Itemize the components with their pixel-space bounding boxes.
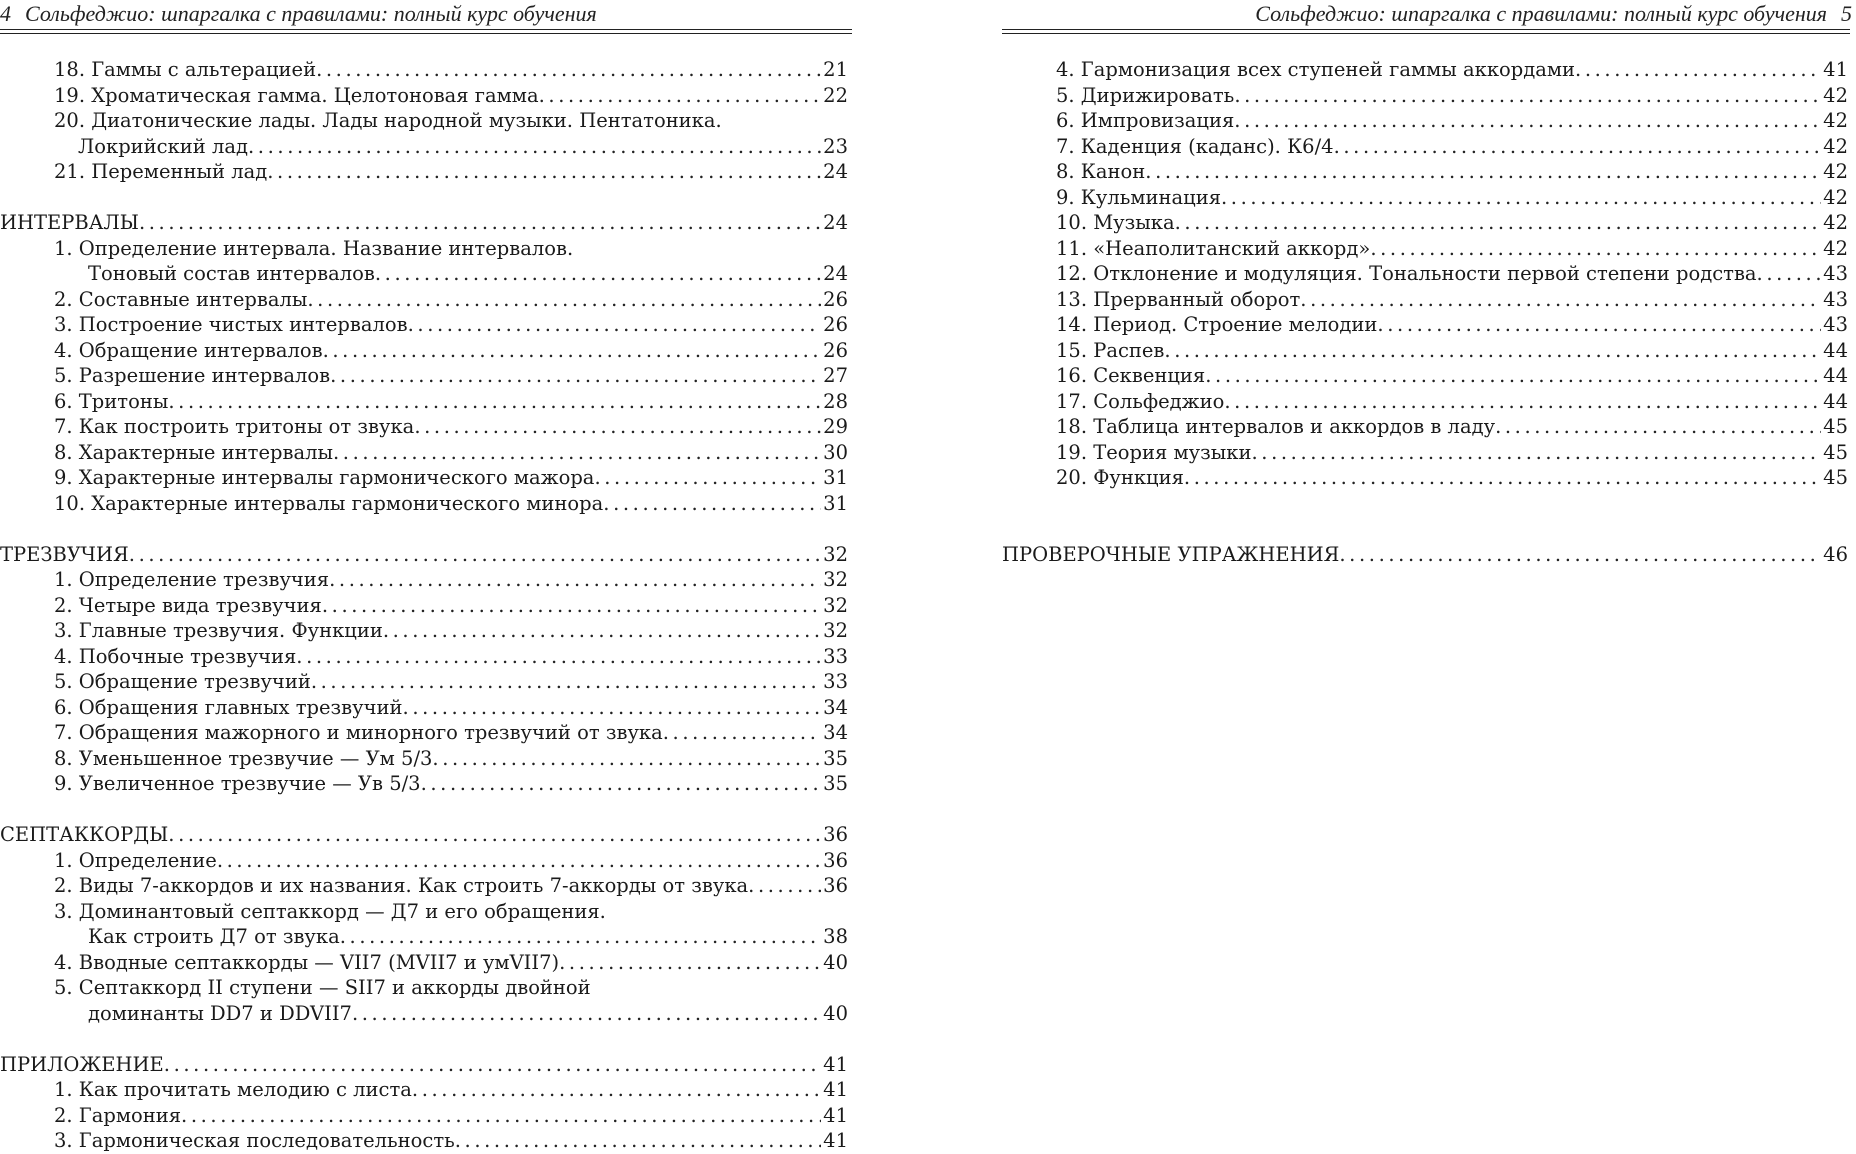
toc-entry-label: 12. Отклонение и модуляция. Тональности первой степени родства bbox=[1056, 262, 1757, 285]
toc-entry-label: 14. Период. Строение мелодии bbox=[1056, 313, 1378, 336]
toc-leader-dots bbox=[1370, 236, 1821, 262]
toc-entry-label: 18. Гаммы с альтерацией bbox=[54, 58, 317, 81]
toc-page-number: 21 bbox=[823, 58, 848, 81]
toc-entry[interactable] bbox=[0, 567, 848, 593]
toc-leader-dots bbox=[603, 491, 821, 517]
toc-entry-label: 3. Гармоническая последовательность bbox=[54, 1129, 455, 1152]
toc-entry-label: 7. Как построить тритоны от звука bbox=[54, 415, 415, 438]
toc-leader-dots bbox=[403, 695, 822, 721]
toc-entry-label: 6. Обращения главных трезвучий bbox=[54, 695, 403, 719]
toc-leader-dots bbox=[296, 644, 821, 670]
toc-leader-dots bbox=[1224, 389, 1821, 415]
toc-page-number: 32 bbox=[823, 568, 848, 591]
toc-leader-dots bbox=[414, 414, 821, 440]
toc-entry-label: Как строить Д7 от звука bbox=[88, 925, 340, 948]
toc-entry[interactable] bbox=[0, 338, 848, 364]
toc-entry-label: 1. Определение интервала. Название интервалов. bbox=[54, 236, 574, 260]
toc-entry-label: 17. Сольфеджио bbox=[1056, 389, 1225, 413]
toc-entry[interactable] bbox=[0, 848, 848, 874]
toc-page-number: 43 bbox=[1823, 313, 1848, 336]
toc-entry-label: 19. Теория музыки bbox=[1056, 440, 1252, 464]
toc-entry-label: 9. Характерные интервалы гармонического мажора bbox=[54, 466, 595, 489]
toc-entry-label: 3. Доминантовый септаккорд — Д7 и его обращения. bbox=[54, 899, 606, 923]
toc-leader-dots bbox=[248, 134, 821, 160]
toc-leader-dots bbox=[1175, 210, 1822, 236]
toc-entry[interactable] bbox=[1002, 389, 1848, 415]
toc-page-number: 44 bbox=[1823, 389, 1848, 413]
toc-entry-label: 4. Вводные септаккорды — VII7 (MVII7 и умVII7) bbox=[54, 950, 560, 974]
toc-entry-label: 16. Секвенция bbox=[1056, 364, 1206, 387]
toc-leader-dots bbox=[322, 593, 821, 619]
toc-entry[interactable] bbox=[1002, 363, 1848, 389]
toc-leader-dots bbox=[455, 1128, 821, 1154]
right-running-title: Сольфеджио: шпаргалка с правилами: полный курс обучения bbox=[1255, 1, 1827, 26]
toc-entry[interactable] bbox=[0, 57, 848, 83]
toc-leader-dots bbox=[1575, 57, 1821, 83]
toc-entry-label: доминанты DD7 и DDVII7 bbox=[88, 1001, 352, 1025]
toc-entry[interactable] bbox=[0, 669, 848, 695]
toc-leader-dots bbox=[1164, 338, 1821, 364]
toc-section-entry[interactable] bbox=[1002, 542, 1848, 568]
toc-page-number: 34 bbox=[823, 721, 848, 744]
toc-page-number: 45 bbox=[1823, 440, 1848, 464]
toc-page-number: 41 bbox=[1823, 58, 1848, 81]
toc-entry[interactable] bbox=[0, 720, 848, 746]
toc-entry[interactable] bbox=[0, 134, 848, 160]
toc-entry[interactable] bbox=[0, 363, 848, 389]
toc-leader-dots bbox=[181, 1103, 821, 1129]
toc-entry[interactable] bbox=[0, 236, 848, 262]
toc-page-number: 45 bbox=[1823, 466, 1848, 489]
toc-entry-label: 20. Диатонические лады. Лады народной музыки. Пентатоника. bbox=[54, 109, 722, 132]
toc-leader-dots bbox=[383, 618, 821, 644]
toc-entry-label: 10. Характерные интервалы гармонического минора bbox=[54, 491, 604, 515]
toc-entry-label: 10. Музыка bbox=[1056, 211, 1175, 234]
toc-entry-label: ПРОВЕРОЧНЫЕ УПРАЖНЕНИЯ bbox=[1002, 542, 1340, 566]
right-toc bbox=[1002, 57, 1848, 567]
toc-page-number: 38 bbox=[823, 925, 848, 948]
toc-entry-label: Тоновый состав интервалов bbox=[88, 262, 375, 285]
toc-page-number: 36 bbox=[823, 848, 848, 872]
toc-page-number: 24 bbox=[823, 160, 848, 183]
toc-leader-dots bbox=[408, 312, 822, 338]
toc-leader-dots bbox=[1221, 185, 1821, 211]
toc-entry-label: 2. Составные интервалы bbox=[54, 287, 308, 311]
toc-leader-dots bbox=[1234, 108, 1821, 134]
toc-entry[interactable] bbox=[0, 644, 848, 670]
toc-entry[interactable] bbox=[1002, 312, 1848, 338]
toc-leader-dots bbox=[129, 542, 821, 568]
toc-entry[interactable] bbox=[1002, 236, 1848, 262]
toc-entry[interactable] bbox=[1002, 185, 1848, 211]
toc-leader-dots bbox=[329, 567, 821, 593]
toc-entry-label: 5. Септаккорд II ступени — SII7 и аккорды двойной bbox=[54, 976, 591, 999]
toc-entry-label: 6. Тритоны bbox=[54, 389, 169, 413]
toc-entry[interactable] bbox=[1002, 287, 1848, 313]
toc-page-number: 23 bbox=[823, 134, 848, 158]
toc-page-number: 33 bbox=[823, 644, 848, 668]
toc-entry[interactable] bbox=[1002, 465, 1848, 491]
toc-entry[interactable] bbox=[1002, 261, 1848, 287]
right-page-number: 5 bbox=[1841, 1, 1852, 26]
left-running-title: Сольфеджио: шпаргалка с правилами: полный курс обучения bbox=[25, 1, 597, 26]
toc-page-number: 22 bbox=[823, 83, 848, 107]
left-running-head bbox=[0, 0, 852, 30]
toc-entry[interactable] bbox=[1002, 134, 1848, 160]
toc-entry[interactable] bbox=[0, 440, 848, 466]
toc-page-number: 44 bbox=[1823, 364, 1848, 387]
toc-page-number: 43 bbox=[1823, 262, 1848, 285]
toc-page-number: 32 bbox=[823, 593, 848, 617]
toc-entry-label: 8. Уменьшенное трезвучие — Ум 5/3 bbox=[54, 746, 433, 770]
toc-entry-label: 1. Как прочитать мелодию с листа bbox=[54, 1078, 412, 1101]
toc-entry-label: 4. Побочные трезвучия bbox=[54, 644, 297, 668]
toc-entry[interactable] bbox=[0, 312, 848, 338]
toc-entry-label: 7. Каденция (каданс). К6/4 bbox=[1056, 134, 1334, 158]
toc-entry-label: 5. Разрешение интервалов bbox=[54, 364, 331, 387]
toc-entry-label: 8. Характерные интервалы bbox=[54, 440, 333, 464]
toc-entry-label: 21. Переменный лад bbox=[54, 160, 268, 183]
toc-entry-label: 2. Четыре вида трезвучия bbox=[54, 593, 322, 617]
left-page-number: 4 bbox=[0, 1, 11, 26]
toc-page-number: 31 bbox=[823, 466, 848, 489]
toc-page-number: 26 bbox=[823, 313, 848, 336]
toc-page-number: 24 bbox=[823, 262, 848, 285]
toc-entry-label: 6. Импровизация bbox=[1056, 109, 1235, 132]
toc-entry[interactable] bbox=[0, 746, 848, 772]
toc-leader-dots bbox=[307, 287, 821, 313]
toc-entry-label: 3. Главные трезвучия. Функции bbox=[54, 619, 383, 642]
toc-entry[interactable] bbox=[1002, 159, 1848, 185]
toc-entry[interactable] bbox=[1002, 338, 1848, 364]
toc-leader-dots bbox=[1251, 440, 1821, 466]
toc-entry[interactable] bbox=[0, 771, 848, 797]
toc-entry[interactable] bbox=[0, 465, 848, 491]
toc-entry-label: ПРИЛОЖЕНИЕ bbox=[0, 1052, 164, 1076]
toc-leader-dots bbox=[1377, 312, 1821, 338]
toc-entry[interactable] bbox=[0, 873, 848, 899]
right-header-rule bbox=[1002, 29, 1850, 30]
toc-page-number: 41 bbox=[823, 1129, 848, 1152]
toc-entry-label: 2. Гармония bbox=[54, 1103, 182, 1127]
toc-entry-label: 3. Построение чистых интервалов bbox=[54, 313, 408, 336]
toc-leader-dots bbox=[333, 440, 821, 466]
toc-entry-label: 1. Определение трезвучия bbox=[54, 568, 330, 591]
toc-page-number: 24 bbox=[823, 211, 848, 234]
toc-page-number: 40 bbox=[823, 1001, 848, 1025]
toc-entry-label: ИНТЕРВАЛЫ bbox=[0, 211, 139, 234]
toc-page-number: 30 bbox=[823, 440, 848, 464]
toc-entry-label: 9. Увеличенное трезвучие — Ув 5/3 bbox=[54, 772, 421, 795]
toc-entry-label: 8. Канон bbox=[1056, 160, 1146, 183]
toc-page-number: 33 bbox=[823, 670, 848, 693]
toc-leader-dots bbox=[139, 210, 821, 236]
toc-page-number: 41 bbox=[823, 1052, 848, 1076]
toc-page-number: 27 bbox=[823, 364, 848, 387]
toc-leader-dots bbox=[1339, 542, 1821, 568]
toc-entry-label: 7. Обращения мажорного и минорного трезвучий от звука bbox=[54, 721, 663, 744]
toc-spacer bbox=[0, 797, 848, 823]
toc-page-number: 42 bbox=[1823, 160, 1848, 183]
toc-entry[interactable] bbox=[0, 83, 848, 109]
toc-page-number: 40 bbox=[823, 950, 848, 974]
toc-leader-dots bbox=[1495, 414, 1821, 440]
toc-entry-label: 9. Кульминация bbox=[1056, 185, 1221, 209]
toc-page-number: 46 bbox=[1823, 542, 1848, 566]
toc-spacer bbox=[0, 516, 848, 542]
toc-page-number: 35 bbox=[823, 746, 848, 770]
toc-entry[interactable] bbox=[0, 491, 848, 517]
toc-section-entry[interactable] bbox=[0, 542, 848, 568]
toc-entry-label: 4. Гармонизация всех ступеней гаммы аккордами bbox=[1056, 58, 1576, 81]
toc-entry[interactable] bbox=[0, 159, 848, 185]
toc-leader-dots bbox=[1300, 287, 1821, 313]
toc-entry-label: 2. Виды 7-аккордов и их названия. Как строить 7-аккорды от звука bbox=[54, 874, 749, 897]
toc-section-entry[interactable] bbox=[0, 822, 848, 848]
toc-leader-dots bbox=[1757, 261, 1822, 287]
toc-entry-label: 20. Функция bbox=[1056, 466, 1184, 489]
toc-leader-dots bbox=[316, 57, 821, 83]
toc-leader-dots bbox=[1145, 159, 1821, 185]
toc-section-entry[interactable] bbox=[0, 210, 848, 236]
toc-page-number: 42 bbox=[1823, 236, 1848, 260]
toc-entry[interactable] bbox=[1002, 83, 1848, 109]
toc-entry-label: 19. Хроматическая гамма. Целотоновая гамма bbox=[54, 83, 539, 107]
toc-leader-dots bbox=[311, 669, 821, 695]
toc-leader-dots bbox=[594, 465, 821, 491]
toc-leader-dots bbox=[1184, 465, 1821, 491]
toc-entry[interactable] bbox=[0, 975, 848, 1001]
toc-page-number: 45 bbox=[1823, 415, 1848, 438]
toc-page-number: 31 bbox=[823, 491, 848, 515]
toc-page-number: 42 bbox=[1823, 83, 1848, 107]
toc-entry[interactable] bbox=[0, 389, 848, 415]
toc-entry[interactable] bbox=[0, 261, 848, 287]
toc-entry[interactable] bbox=[1002, 414, 1848, 440]
toc-spacer bbox=[1002, 491, 1848, 517]
toc-page-number: 26 bbox=[823, 338, 848, 362]
toc-leader-dots bbox=[432, 746, 821, 772]
toc-leader-dots bbox=[164, 1052, 821, 1078]
toc-page-number: 36 bbox=[823, 823, 848, 846]
toc-entry[interactable] bbox=[0, 414, 848, 440]
toc-leader-dots bbox=[1205, 363, 1821, 389]
toc-page-number: 44 bbox=[1823, 338, 1848, 362]
toc-page-number: 43 bbox=[1823, 287, 1848, 311]
toc-page-number: 42 bbox=[1823, 211, 1848, 234]
toc-entry[interactable] bbox=[0, 593, 848, 619]
toc-entry-label: 11. «Неаполитанский аккорд» bbox=[1056, 236, 1371, 260]
toc-page-number: 41 bbox=[823, 1103, 848, 1127]
toc-leader-dots bbox=[217, 848, 821, 874]
toc-page-number: 42 bbox=[1823, 109, 1848, 132]
toc-section-entry[interactable] bbox=[0, 1052, 848, 1078]
toc-entry-label: 5. Дирижировать bbox=[1056, 83, 1235, 107]
toc-leader-dots bbox=[1234, 83, 1821, 109]
toc-entry[interactable] bbox=[0, 899, 848, 925]
toc-entry-label: 15. Распев bbox=[1056, 338, 1165, 362]
toc-entry[interactable] bbox=[0, 1001, 848, 1027]
left-header-rule bbox=[0, 29, 852, 30]
toc-entry-label: ТРЕЗВУЧИЯ bbox=[0, 542, 129, 566]
toc-entry[interactable] bbox=[0, 618, 848, 644]
toc-entry[interactable] bbox=[0, 1077, 848, 1103]
toc-entry[interactable] bbox=[1002, 210, 1848, 236]
left-header-rule-thin bbox=[0, 33, 852, 34]
toc-leader-dots bbox=[1334, 134, 1822, 160]
toc-page-number: 32 bbox=[823, 542, 848, 566]
toc-entry-label: 1. Определение bbox=[54, 848, 217, 872]
toc-page-number: 36 bbox=[823, 874, 848, 897]
right-running-head bbox=[1002, 0, 1852, 30]
toc-entry-label: 5. Обращение трезвучий bbox=[54, 670, 311, 693]
toc-leader-dots bbox=[352, 1001, 821, 1027]
toc-page-number: 41 bbox=[823, 1078, 848, 1101]
toc-leader-dots bbox=[375, 261, 821, 287]
toc-entry[interactable] bbox=[0, 287, 848, 313]
toc-leader-dots bbox=[412, 1077, 821, 1103]
toc-leader-dots bbox=[340, 924, 821, 950]
toc-leader-dots bbox=[267, 159, 821, 185]
toc-leader-dots bbox=[168, 389, 821, 415]
toc-entry[interactable] bbox=[0, 695, 848, 721]
toc-leader-dots bbox=[539, 83, 822, 109]
toc-leader-dots bbox=[168, 822, 821, 848]
right-header-rule-thin bbox=[1002, 33, 1850, 34]
toc-entry[interactable] bbox=[1002, 108, 1848, 134]
toc-page-number: 28 bbox=[823, 389, 848, 413]
toc-page-number: 42 bbox=[1823, 134, 1848, 158]
toc-spacer bbox=[0, 185, 848, 211]
toc-leader-dots bbox=[421, 771, 822, 797]
toc-spacer bbox=[0, 1026, 848, 1052]
toc-entry[interactable] bbox=[1002, 57, 1848, 83]
toc-entry[interactable] bbox=[0, 950, 848, 976]
toc-leader-dots bbox=[748, 873, 821, 899]
toc-entry[interactable] bbox=[0, 924, 848, 950]
toc-page-number: 26 bbox=[823, 287, 848, 311]
toc-entry-label: СЕПТАККОРДЫ bbox=[0, 823, 169, 846]
toc-entry-label: 13. Прерванный оборот bbox=[1056, 287, 1301, 311]
toc-entry[interactable] bbox=[1002, 440, 1848, 466]
toc-spacer bbox=[1002, 516, 1848, 542]
toc-leader-dots bbox=[559, 950, 821, 976]
toc-entry[interactable] bbox=[0, 108, 848, 134]
left-toc bbox=[0, 57, 848, 1154]
toc-page-number: 32 bbox=[823, 619, 848, 642]
toc-entry-label: 4. Обращение интервалов bbox=[54, 338, 323, 362]
toc-page-number: 34 bbox=[823, 695, 848, 719]
toc-page-number: 35 bbox=[823, 772, 848, 795]
toc-leader-dots bbox=[323, 338, 822, 364]
toc-page-number: 29 bbox=[823, 415, 848, 438]
toc-entry[interactable] bbox=[0, 1128, 848, 1154]
toc-entry[interactable] bbox=[0, 1103, 848, 1129]
toc-leader-dots bbox=[330, 363, 821, 389]
toc-leader-dots bbox=[663, 720, 821, 746]
toc-entry-label: Локрийский лад bbox=[78, 134, 248, 158]
toc-page-number: 42 bbox=[1823, 185, 1848, 209]
toc-entry-label: 18. Таблица интервалов и аккордов в ладу bbox=[1056, 415, 1496, 438]
